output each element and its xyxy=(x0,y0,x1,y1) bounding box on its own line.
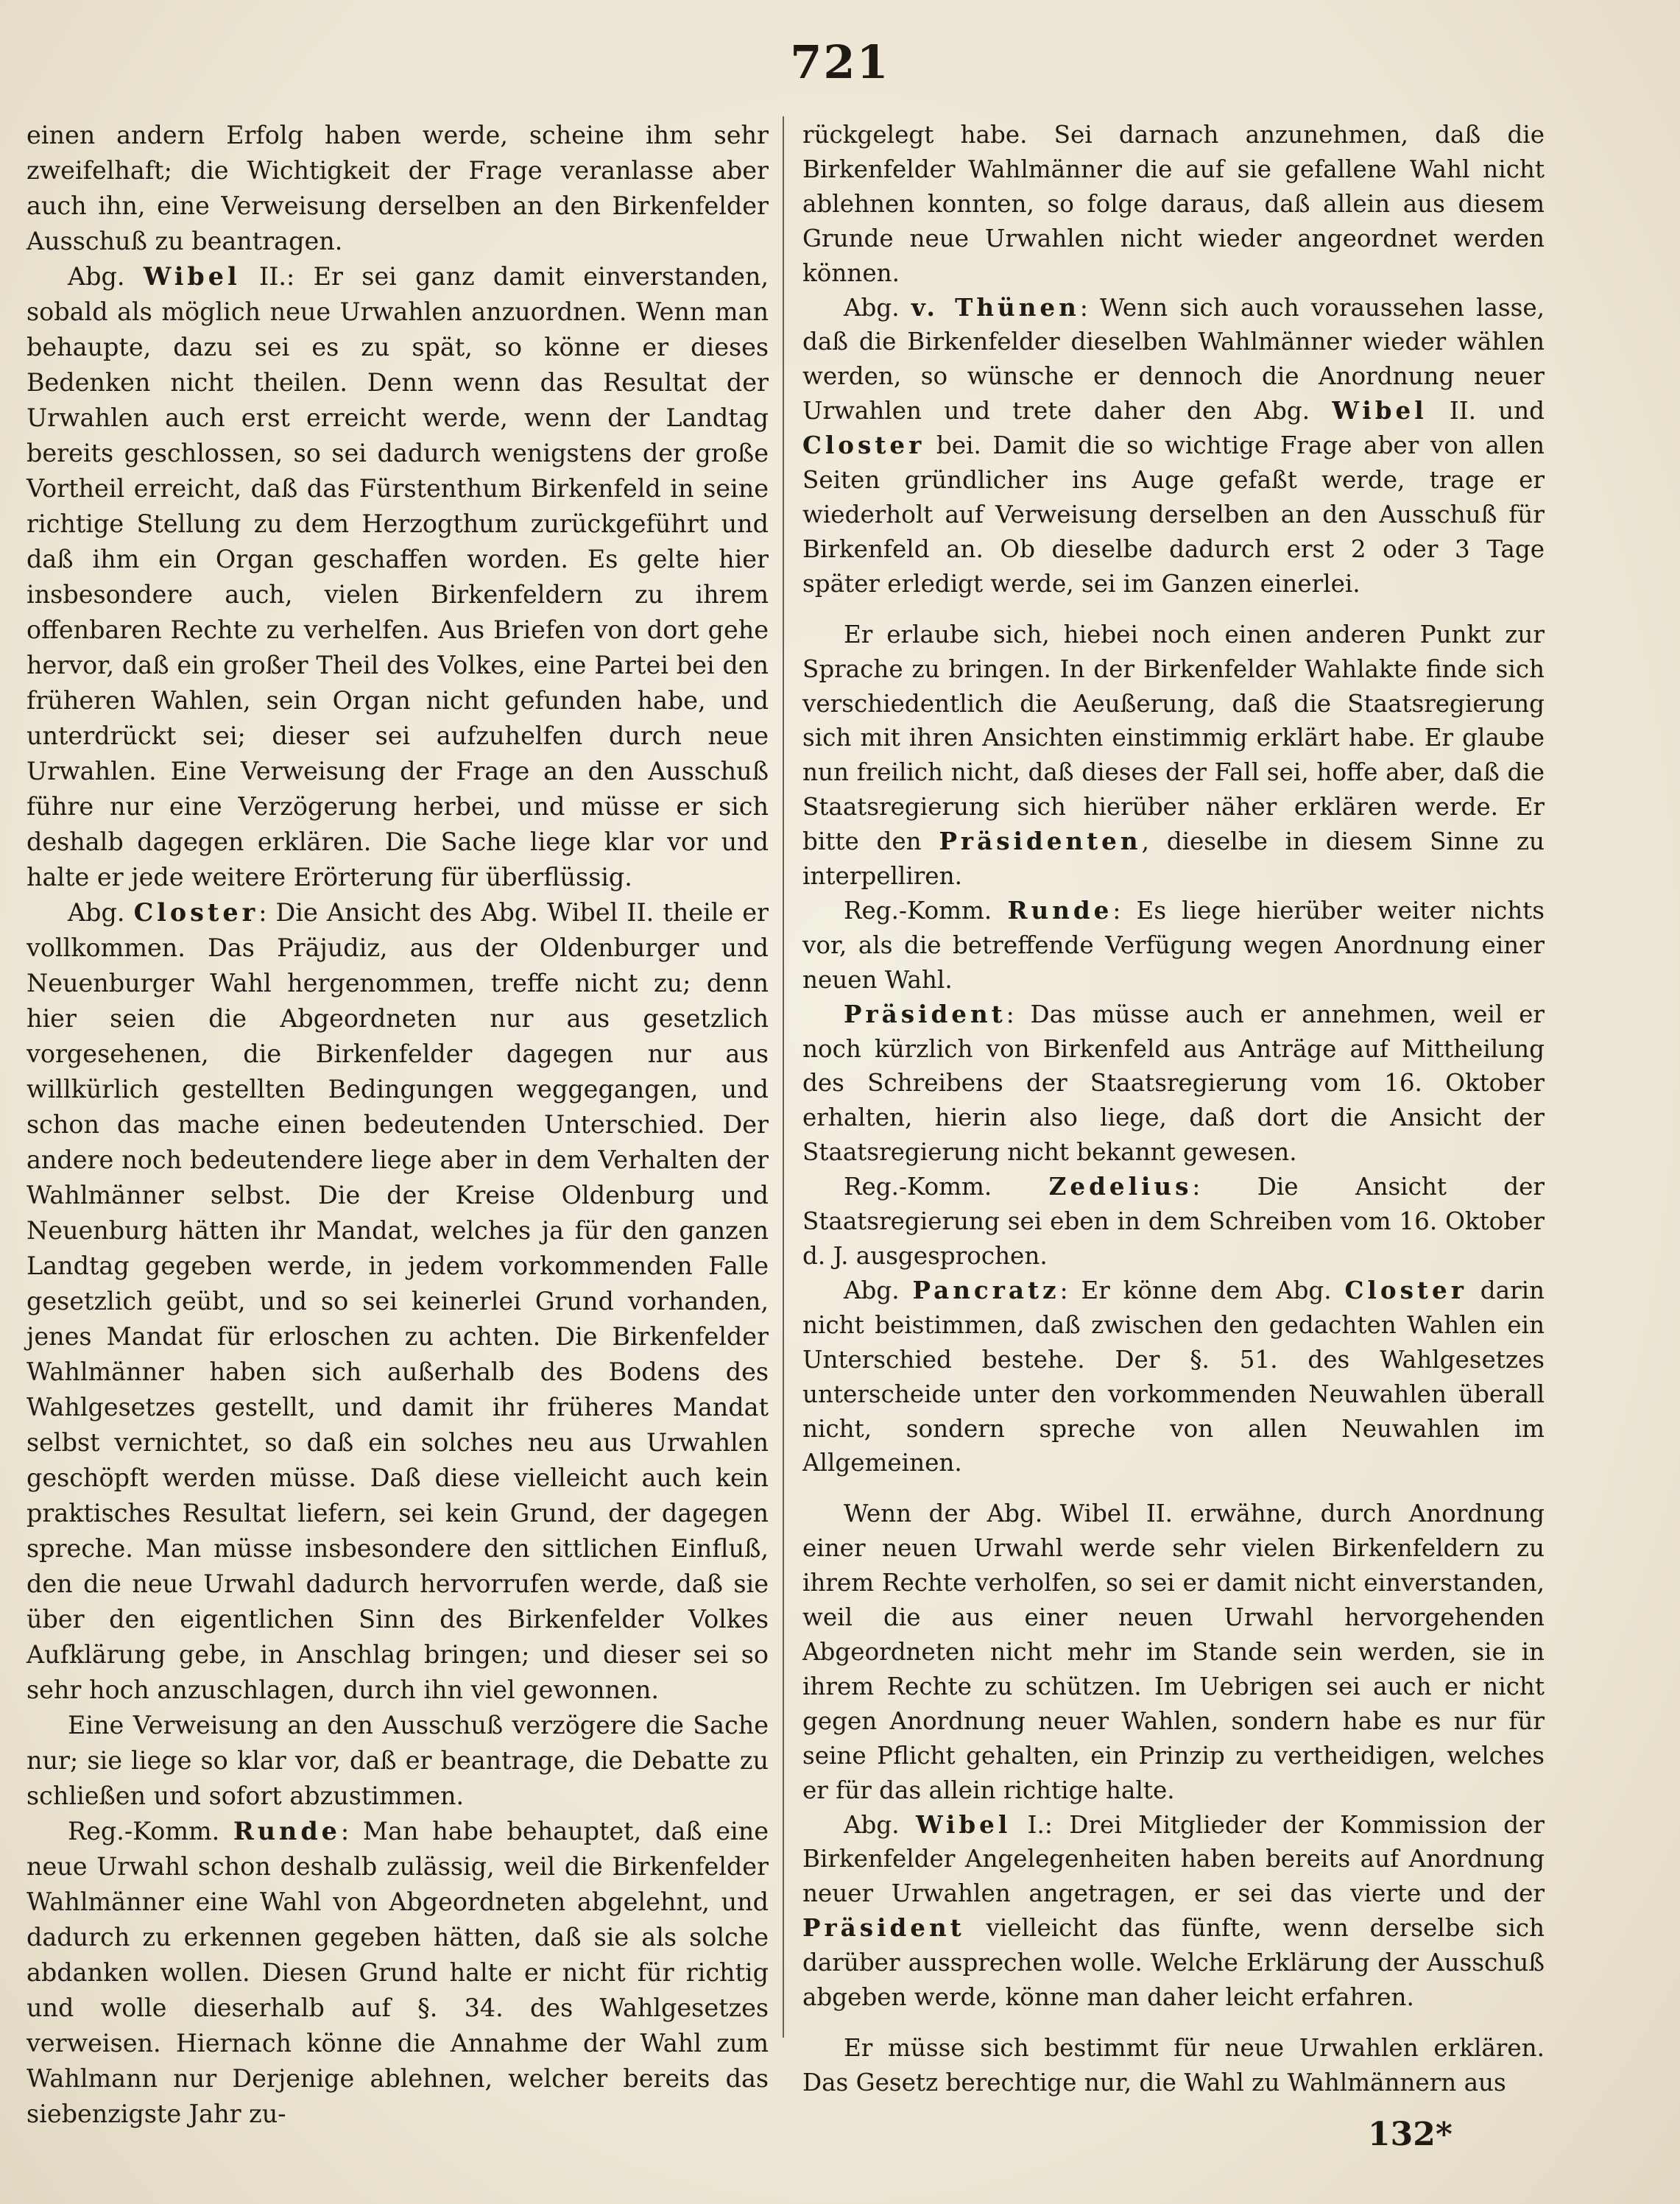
paragraph-text: : Wenn sich auch voraussehen lasse, daß die Birkenfelder dieselben Wahlmänner wieder wählen werden, so wünsche er dennoch die Anordnung neuer Urwahlen und trete daher den Abg. xyxy=(802,293,1545,425)
paragraph xyxy=(27,118,769,259)
paragraph xyxy=(802,894,1545,997)
paragraph xyxy=(802,1274,1545,1480)
paragraph-text: Reg.-Komm. xyxy=(844,1173,1049,1201)
paragraph-text: darin nicht beistimmen, daß zwischen den gedachten Wahlen ein Unterschied bestehe. Der §. 51. des Wahlgesetzes unterscheide unter den vorkommenden Neuwahlen überall nicht, sondern spreche von allen Neuwahlen im Allgemeinen. xyxy=(802,1276,1545,1477)
paragraph xyxy=(802,1808,1545,2015)
paragraph-text: I.: Drei Mitglieder der Kommission der Birkenfelder Angelegenheiten haben bereits auf Anordnung neuer Urwahlen angetragen, er sei das vierte und der xyxy=(802,1810,1545,1908)
paragraph-text: : Das müsse auch er annehmen, weil er noch kürzlich von Birkenfeld aus Anträge auf Mittheilung des Schreibens der Staatsregierung vom 16. Oktober erhalten, hierin also liege, daß dort die Ansicht der Staatsregierung nicht bekannt gewesen. xyxy=(802,1000,1545,1167)
speaker-name: Closter xyxy=(133,898,259,927)
signature-mark: 132* xyxy=(1368,2116,1453,2153)
speaker-name: Präsident xyxy=(802,1913,965,1943)
paragraph-text: Eine Verweisung an den Ausschuß verzögere die Sache nur; sie liege so klar vor, daß er beantrage, die Debatte zu schließen und sofort abzustimmen. xyxy=(27,1711,769,1810)
speaker-name: Closter xyxy=(1344,1275,1467,1304)
paragraph-text: einen andern Erfolg haben werde, scheine ihm sehr zweifelhaft; die Wichtigkeit der Frage veranlasse aber auch ihn, eine Verweisung derselben an den Birkenfelder Ausschuß zu beantragen. xyxy=(27,121,769,255)
speaker-name: Präsident xyxy=(844,999,1006,1028)
column-divider xyxy=(783,116,784,2038)
paragraph-text: vielleicht das fünfte, wenn derselbe sich darüber aussprechen wolle. Welche Erklärung der Ausschuß abgeben werde, könne man daher leicht erfahren. xyxy=(802,1914,1545,2012)
speaker-name: Präsidenten xyxy=(939,827,1142,856)
speaker-name: Wibel xyxy=(1332,396,1427,425)
paragraph-text: Reg.-Komm. xyxy=(68,1817,234,1846)
paragraph-text: Abg. xyxy=(844,293,911,322)
speaker-name: Runde xyxy=(233,1817,341,1846)
paragraph-text: II. und xyxy=(1427,397,1545,425)
paragraph-text: Wenn der Abg. Wibel II. erwähne, durch Anordnung einer neuen Urwahl werde sehr vielen Birkenfeldern zu ihrem Rechte verholfen, so sei er damit nicht einverstanden, weil die aus einer neuen Urwahl hervorgehenden Abgeordneten nicht mehr im Stande sein werden, sie in ihrem Rechte zu schützen. Im Uebrigen sei auch er nicht gegen Anordnung neuer Wahlen, sondern habe es nur für seine Pflicht gehalten, ein Prinzip zu vertheidigen, welches er für das allein richtige halte. xyxy=(802,1500,1545,1804)
paragraph-text: Abg. xyxy=(844,1810,916,1839)
page-number: 721 xyxy=(790,35,890,89)
speaker-name: Zedelius xyxy=(1048,1172,1193,1201)
paragraph xyxy=(802,291,1545,601)
paragraph xyxy=(27,895,769,1708)
paragraph-text: Abg. xyxy=(68,898,134,927)
paragraph xyxy=(802,118,1545,291)
paragraph-text: : Er könne dem Abg. xyxy=(1059,1276,1345,1304)
speaker-name: Pancratz xyxy=(912,1275,1060,1304)
paragraph-text: Reg.-Komm. xyxy=(844,896,1008,925)
speaker-name: v. Thünen xyxy=(911,292,1080,322)
speaker-name: Wibel xyxy=(916,1809,1012,1839)
speaker-name: Closter xyxy=(802,431,925,460)
paragraph-text: Abg. xyxy=(68,262,144,291)
speaker-name: Runde xyxy=(1007,895,1113,925)
paragraph-text: : Die Ansicht des Abg. Wibel II. theile er vollkommen. Das Präjudiz, aus der Oldenburger und Neuenburger Wahl hergenommen, treffe nicht zu; denn hier seien die Abgeordneten nur aus gesetzlich vorgesehenen, die Birkenfelder dagegen nur aus willkürlich gestellten Bedingungen weggegangen, und schon das mache einen bedeutenden Unterschied. Der andere noch bedeutendere liege aber in dem Verhalten der Wahlmänner selbst. Die der Kreise Oldenburg und Neuenburg hätten ihr Mandat, welches ja für den ganzen Landtag gegeben werde, in jedem vorkommenden Falle gesetzlich geübt, und so sei keinerlei Grund vorhanden, jenes Mandat für erloschen zu achten. Die Birkenfelder Wahlmänner haben sich außerhalb des Bodens des Wahlgesetzes gestellt, und damit ihr früheres Mandat selbst vernichtet, so daß ein solches neu aus Urwahlen geschöpft werden müsse. Daß diese vielleicht auch kein praktisches Resultat liefern, sei kein Grund, der dagegen spreche. Man müsse insbesondere den sittlichen Einfluß, den die neue Urwahl dadurch hervorrufen werde, daß sie über den eigentlichen Sinn des Birkenfelder Volkes Aufklärung gebe, in Anschlag bringen; und dieser sei so sehr hoch anzuschlagen, durch ihn viel gewonnen. xyxy=(27,898,769,1704)
paragraph-text: : Es liege hierüber weiter nichts vor, als die betreffende Verfügung wegen Anordnung einer neuen Wahl. xyxy=(802,896,1545,994)
paragraph-text: rückgelegt habe. Sei darnach anzunehmen, daß die Birkenfelder Wahlmänner die auf sie gefallene Wahl nicht ablehnen konnten, so folge daraus, daß allein aus diesem Grunde neue Urwahlen nicht wieder angeordnet werden können. xyxy=(802,121,1545,287)
speaker-name: Wibel xyxy=(143,262,241,291)
paragraph-text: : Man habe behauptet, daß eine neue Urwahl schon deshalb zulässig, weil die Birkenfelder Wahlmänner eine Wahl von Abgeordneten abgelehnt, und dadurch zu erkennen gegeben hätten, daß sie als solche abdanken wollen. Diesen Grund halte er nicht für richtig und wolle dieserhalb auf §. 34. des Wahlgesetzes verweisen. Hiernach könne die Annahme der Wahl zum Wahlmann nur Derjenige ablehnen, welcher bereits das siebenzigste Jahr zu- xyxy=(27,1817,769,2128)
left-column xyxy=(27,118,769,2132)
paragraph xyxy=(802,1497,1545,1807)
paragraph xyxy=(802,618,1545,894)
paragraph-text: bei. Damit die so wichtige Frage aber von allen Seiten gründlicher ins Auge gefaßt werde, trage er wiederholt auf Verweisung derselben an den Ausschuß für Birkenfeld an. Ob dieselbe dadurch erst 2 oder 3 Tage später erledigt werde, sei im Ganzen einerlei. xyxy=(802,431,1545,598)
paragraph-text: Abg. xyxy=(844,1276,913,1304)
paragraph-text: : Die Ansicht der Staatsregierung sei eben in dem Schreiben vom 16. Oktober d. J. ausgesprochen. xyxy=(802,1173,1545,1270)
paragraph xyxy=(27,259,769,895)
paragraph xyxy=(802,997,1545,1170)
paragraph-text: , dieselbe in diesem Sinne zu interpelliren. xyxy=(802,827,1545,891)
paragraph-text: Er müsse sich bestimmt für neue Urwahlen erklären. Das Gesetz berechtige nur, die Wahl zu Wahlmännern aus xyxy=(802,2033,1545,2097)
paragraph xyxy=(27,1708,769,1814)
paragraph-text: II.: Er sei ganz damit einverstanden, sobald als möglich neue Urwahlen anzuordnen. Wenn man behaupte, dazu sei es zu spät, so könne er dieses Bedenken nicht theilen. Denn wenn das Resultat der Urwahlen auch erst erreicht werde, wenn der Landtag bereits geschlossen, so sei dadurch wenigstens der große Vortheil erreicht, daß das Fürstenthum Birkenfeld in seine richtige Stellung zu dem Herzogthum zurückgeführt und daß ihm ein Organ geschaffen worden. Es gelte hier insbesondere auch, vielen Birkenfeldern zu ihrem offenbaren Rechte zu verhelfen. Aus Briefen von dort gehe hervor, daß ein großer Theil des Volkes, eine Partei bei den früheren Wahlen, sein Organ nicht gefunden habe, und unterdrückt sei; dieser sei aufzuhelfen durch neue Urwahlen. Eine Verweisung der Frage an den Ausschuß führe nur eine Verzögerung herbei, und müsse er sich deshalb dagegen erklären. Die Sache liege klar vor und halte er jede weitere Erörterung für überflüssig. xyxy=(27,262,769,891)
paragraph xyxy=(27,1814,769,2132)
paragraph-text: Er erlaube sich, hiebei noch einen anderen Punkt zur Sprache zu bringen. In der Birkenfelder Wahlakte finde sich verschiedentlich die Aeußerung, daß die Staatsregierung sich mit ihren Ansichten einstimmig erklärt habe. Er glaube nun freilich nicht, daß dieses der Fall sei, hoffe aber, daß die Staatsregierung sich hierüber näher erklären werde. Er bitte den xyxy=(802,620,1545,856)
paragraph xyxy=(802,1170,1545,1274)
right-column xyxy=(802,118,1545,2100)
paragraph xyxy=(802,2031,1545,2100)
